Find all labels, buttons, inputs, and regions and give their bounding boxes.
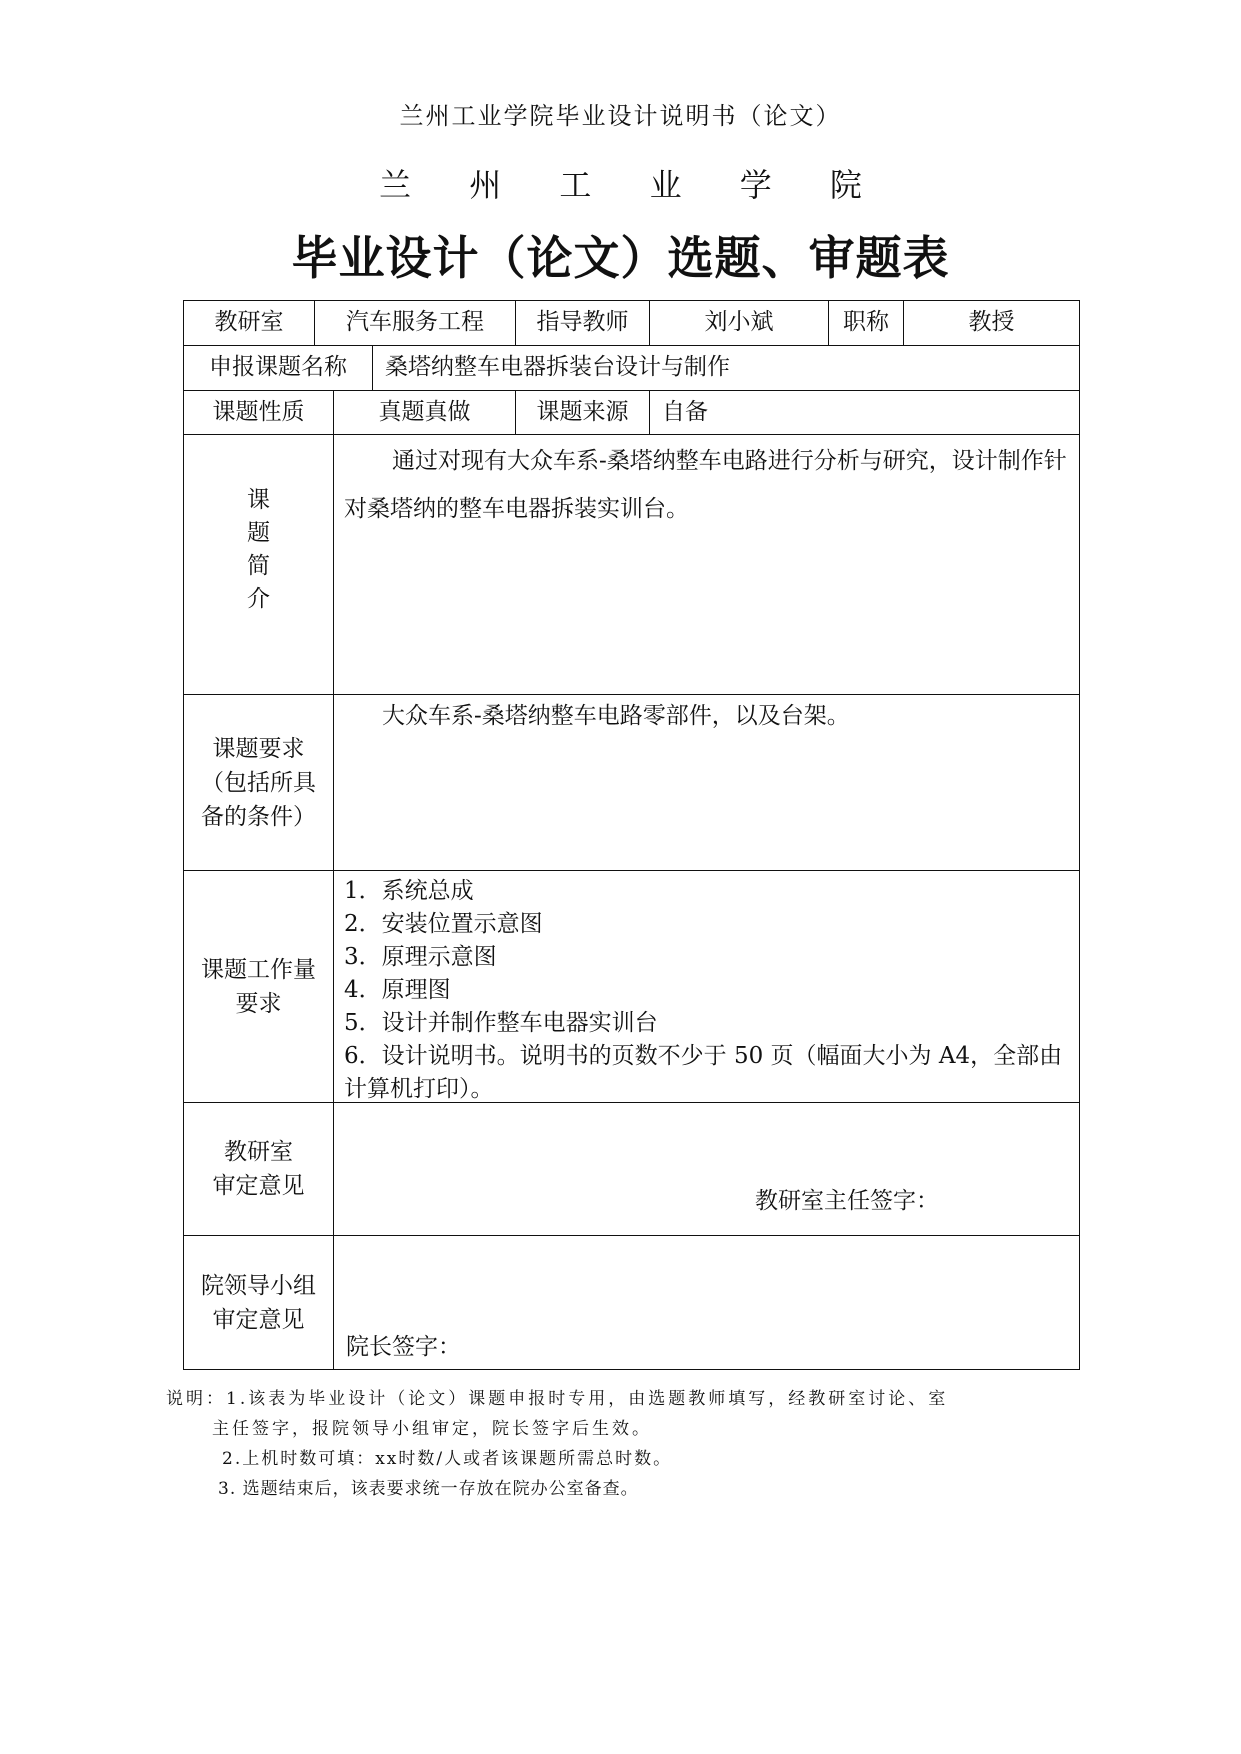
nature-label: 课题性质: [184, 391, 334, 434]
dept-head-signature-label: 教研室主任签字：: [755, 1188, 939, 1214]
intro-label: [184, 435, 334, 694]
note-line: 2.上机时数可填：xx时数/人或者该课题所需总时数。: [222, 1449, 673, 1469]
workload-item: 3．原理示意图: [344, 944, 497, 970]
requirements-content: [334, 695, 1079, 870]
topic-value: 桑塔纳整车电器拆装台设计与制作: [385, 354, 730, 381]
rank-value: 教授: [968, 309, 1015, 336]
advisor-label: 指导教师: [516, 301, 650, 345]
rank-label: 职称: [829, 301, 904, 345]
dept-review-content: [334, 1103, 1079, 1235]
notes: [166, 1384, 948, 1504]
dept-review-label-line: 教研室: [224, 1139, 293, 1165]
nature-row: [184, 391, 1079, 435]
workload-label-line: 课题工作量: [201, 956, 316, 983]
workload-item: 4．原理图: [344, 977, 451, 1003]
workload-item: 6．设计说明书。说明书的页数不少于 50 页（幅面大小为 A4，全部由计算机打印）。: [344, 1043, 1063, 1102]
intro-label-char: 题: [247, 519, 270, 546]
intro-content: [334, 435, 1079, 694]
source-value: 自备: [662, 398, 708, 425]
requirements-label-line: 备的条件）: [201, 803, 316, 830]
leader-review-label-line: 审定意见: [212, 1306, 305, 1333]
info-row: [184, 301, 1079, 346]
leader-review-label-line: 院领导小组: [201, 1272, 316, 1299]
dept-review-row: [184, 1103, 1079, 1236]
topic-row: [184, 346, 1079, 391]
workload-content: [334, 871, 1079, 1102]
workload-label-line: 要求: [235, 990, 282, 1017]
intro-text: 通过对现有大众车系-桑塔纳整车电路进行分析与研究，设计制作针对桑塔纳的整车电器拆装实训台。: [344, 448, 1067, 522]
dept-label: 教研室: [184, 301, 315, 345]
workload-item: 5．设计并制作整车电器实训台: [344, 1010, 658, 1036]
topic-label: 申报课题名称: [184, 346, 373, 390]
workload-item: 1．系统总成: [344, 878, 474, 904]
leader-review-row: [184, 1236, 1079, 1369]
document-header: 兰州工业学院毕业设计说明书（论文）: [399, 102, 842, 130]
nature-value: 真题真做: [334, 391, 516, 434]
intro-label-char: 介: [247, 585, 270, 612]
leader-review-label: [184, 1236, 334, 1369]
leader-review-content: [334, 1236, 1079, 1369]
intro-label-char: 简: [247, 552, 270, 579]
dean-signature-label: 院长签字：: [346, 1334, 461, 1360]
dept-value: 汽车服务工程: [315, 301, 516, 345]
workload-label: [184, 871, 334, 1102]
note-line: 主任签字，报院领导小组审定，院长签字后生效。: [212, 1419, 652, 1439]
requirements-text: 大众车系-桑塔纳整车电路零部件，以及台架。: [382, 703, 850, 729]
source-label: 课题来源: [516, 391, 650, 434]
topic-review-form: [183, 300, 1080, 1370]
intro-label-char: 课: [247, 486, 270, 513]
advisor-value: 刘小斌: [650, 301, 829, 345]
requirements-row: [184, 695, 1079, 871]
workload-row: [184, 871, 1079, 1103]
form-title: 毕业设计（论文）选题、审题表: [291, 231, 950, 285]
requirements-label-line: 课题要求: [212, 735, 305, 762]
school-name: 兰 州 工 业 学 院: [379, 166, 886, 204]
note-line: 说明：1.该表为毕业设计（论文）课题申报时专用，由选题教师填写，经教研室讨论、室: [166, 1389, 949, 1409]
dept-review-label: [184, 1103, 334, 1235]
dept-review-label-line: 审定意见: [212, 1173, 305, 1199]
note-line: 3. 选题结束后，该表要求统一存放在院办公室备查。: [218, 1479, 639, 1499]
intro-row: [184, 435, 1079, 695]
workload-item: 2．安装位置示意图: [344, 911, 543, 937]
requirements-label: [184, 695, 334, 870]
requirements-label-line: （包括所具: [201, 769, 316, 796]
